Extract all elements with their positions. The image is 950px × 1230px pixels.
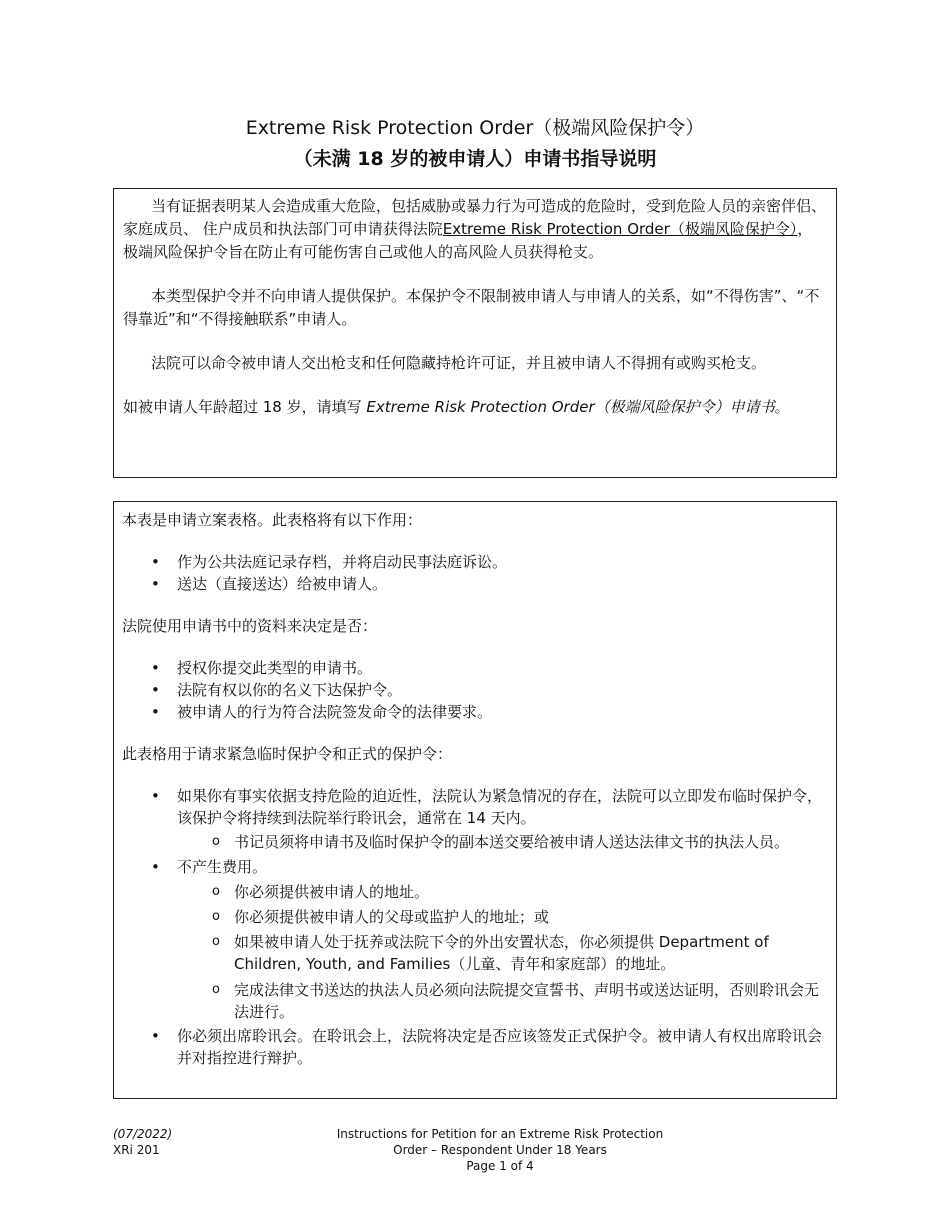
purpose-list xyxy=(122,551,826,595)
sub-list-item: o 如果被申请人处于抚养或法院下令的外出安置状态，你必须提供 Department of Children, Youth, and Families（儿童、青年和家庭部）的地址。 xyxy=(122,931,826,975)
intro-box xyxy=(113,188,837,478)
sub-list-item: o 你必须提供被申请人的地址。 xyxy=(122,881,826,903)
page-title: Extreme Risk Protection Order（极端风险保护令） xyxy=(245,117,705,139)
footer-center xyxy=(300,1126,700,1174)
decision-list xyxy=(122,657,826,723)
usage-list xyxy=(122,785,826,1069)
list-item: • 送达（直接送达）给被申请人。 xyxy=(122,573,826,595)
list-item: • 不产生费用。 xyxy=(122,856,826,878)
intro-paragraph-4: 如被申请人年龄超过 18 岁，请填写 Extreme Risk Protection Order（极端风险保护令）申请书。 xyxy=(123,398,790,416)
adult-form-title: Extreme Risk Protection Order（极端风险保护令）申请书 xyxy=(366,398,775,416)
info-box xyxy=(113,501,837,1099)
form-title-line2: Order – Respondent Under 18 Years xyxy=(393,1143,607,1157)
sub-list-item: o 书记员须将申请书及临时保护令的副本送交要给被申请人送达法律文书的执法人员。 xyxy=(122,831,826,853)
footer-left xyxy=(113,1126,172,1158)
intro-paragraph-1: 当有证据表明某人会造成重大危险，包括威胁或暴力行为可造成的危险时，受到危险人员的亲密伴侣、家庭成员、 住户成员和执法部门可申请获得法院Extreme Risk Protection Order（极端风险保护令），极端风险保护令旨在防止有可能伤害自己或他人的高风险人员获得枪支。 xyxy=(123,197,827,261)
list-item: • 被申请人的行为符合法院签发命令的法律要求。 xyxy=(122,701,826,723)
list-item: • 如果你有事实依据支持危险的迫近性，法院认为紧急情况的存在，法院可以立即发布临时保护令，该保护令将持续到法院举行聆讯会，通常在 14 天内。 xyxy=(122,785,826,829)
sub-list-item: o 你必须提供被申请人的父母或监护人的地址；或 xyxy=(122,906,826,928)
list-item: • 法院有权以你的名义下达保护令。 xyxy=(122,679,826,701)
section-heading-usage: 此表格用于请求紧急临时保护令和正式的保护令： xyxy=(122,745,453,763)
list-item: • 作为公共法庭记录存档，并将启动民事法庭诉讼。 xyxy=(122,551,826,573)
page-subtitle: （未满 18 岁的被申请人）申请书指导说明 xyxy=(293,148,657,170)
list-item: • 授权你提交此类型的申请书。 xyxy=(122,657,826,679)
intro-paragraph-2: 本类型保护令并不向申请人提供保护。本保护令不限制被申请人与申请人的关系，如“不得伤害”、“不得靠近”和“不得接触联系”申请人。 xyxy=(123,287,820,328)
form-title-line1: Instructions for Petition for an Extreme Risk Protection xyxy=(336,1127,664,1141)
sub-list-item: o 完成法律文书送达的执法人员必须向法院提交宣誓书、声明书或送达证明，否则聆讯会无法进行。 xyxy=(122,979,826,1023)
page-number: Page 1 of 4 xyxy=(466,1159,534,1173)
section-heading-purpose: 本表是申请立案表格。此表格将有以下作用： xyxy=(122,511,423,529)
form-code: XRi 201 xyxy=(113,1143,160,1157)
list-item: • 你必须出席聆讯会。在聆讯会上，法院将决定是否应该签发正式保护令。被申请人有权出席聆讯会并对指控进行辩护。 xyxy=(122,1025,826,1069)
intro-paragraph-3: 法院可以命令被申请人交出枪支和任何隐藏持枪许可证，并且被申请人不得拥有或购买枪支。 xyxy=(151,354,767,372)
erpo-link-text: Extreme Risk Protection Order（极端风险保护令） xyxy=(442,220,798,238)
section-heading-decision: 法院使用申请书中的资料来决定是否： xyxy=(122,617,378,635)
revision-date: (07/2022) xyxy=(113,1127,173,1141)
